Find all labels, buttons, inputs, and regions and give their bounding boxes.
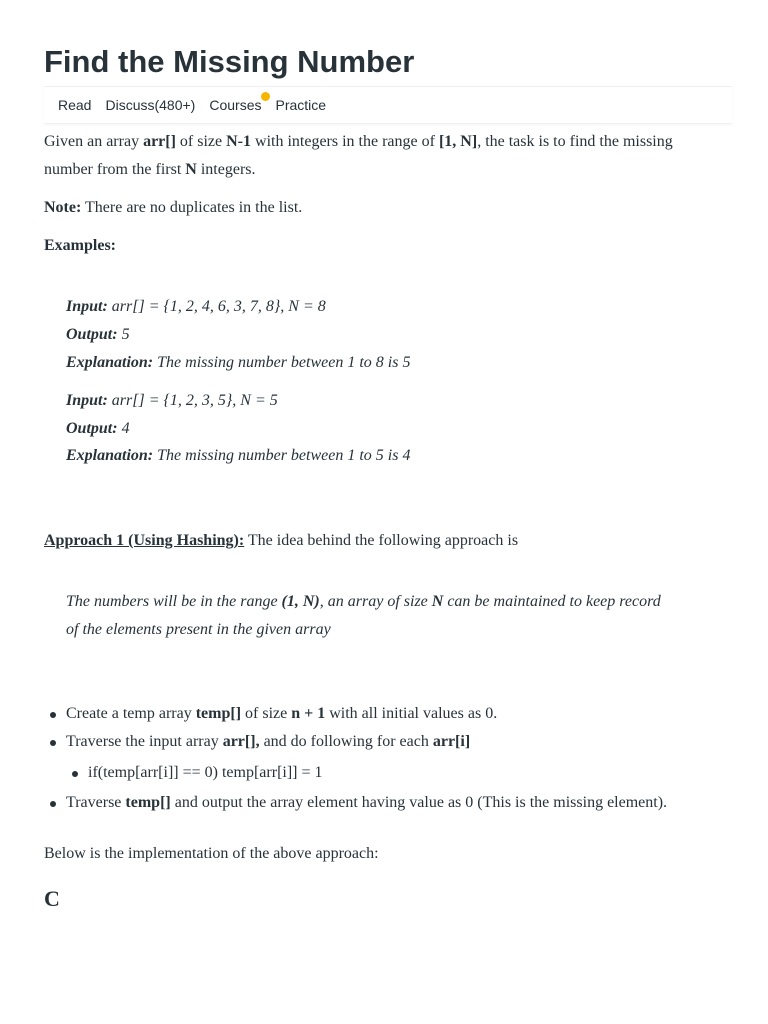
- intro-text: of size: [175, 133, 227, 150]
- list-item: [66, 728, 470, 756]
- input-value: arr[] = {1, 2, 4, 6, 3, 7, 8}, N = 8: [107, 298, 326, 315]
- intro-text: with integers in the range of: [251, 133, 439, 150]
- list-item: [66, 789, 667, 817]
- intro-text: integers.: [196, 161, 256, 178]
- quote-n: N: [431, 593, 444, 610]
- intro-text: Given an array: [44, 133, 144, 150]
- tab-discuss[interactable]: Discuss(480+): [105, 97, 196, 113]
- intro-n: N: [185, 161, 197, 178]
- intro-paragraph: [44, 128, 724, 184]
- step-bold: arr[i]: [432, 733, 471, 750]
- page-title: Find the Missing Number: [44, 44, 415, 79]
- example-2-output: [66, 415, 130, 443]
- output-label: Output:: [66, 420, 118, 437]
- approach-quote: [66, 588, 706, 644]
- approach-heading: [44, 527, 518, 555]
- tab-read[interactable]: Read: [58, 97, 92, 113]
- intro-size: N-1: [226, 133, 252, 150]
- input-value: arr[] = {1, 2, 3, 5}, N = 5: [107, 392, 278, 409]
- step-bold: temp[]: [195, 705, 242, 722]
- list-item: [66, 700, 497, 728]
- explanation-value: The missing number between 1 to 5 is 4: [153, 447, 411, 464]
- example-1-input: [66, 293, 326, 321]
- approach-title: Approach 1 (Using Hashing):: [44, 532, 245, 549]
- approach-lead: The idea behind the following approach is: [244, 532, 519, 549]
- note-text: There are no duplicates in the list.: [81, 199, 303, 216]
- step-text: with all initial values as 0.: [325, 705, 498, 722]
- input-label: Input:: [66, 392, 108, 409]
- tab-courses[interactable]: [202, 87, 268, 123]
- intro-text: number from the first: [44, 161, 186, 178]
- example-2-explanation: [66, 442, 410, 470]
- step-text: and output the array element having value as 0 (This is the missing element).: [170, 794, 668, 811]
- quote-text: can be maintained to keep record: [443, 593, 661, 610]
- quote-range: (1, N): [281, 593, 320, 610]
- step-text: Traverse: [66, 794, 126, 811]
- list-item: if(temp[arr[i]] == 0) temp[arr[i]] = 1: [88, 759, 323, 787]
- example-2-input: [66, 387, 278, 415]
- step-bold: n + 1: [291, 705, 326, 722]
- examples-label: Examples:: [44, 237, 116, 254]
- intro-range: [1, N]: [438, 133, 478, 150]
- explanation-label: Explanation:: [66, 447, 154, 464]
- quote-text: , an array of size: [319, 593, 432, 610]
- explanation-label: Explanation:: [66, 354, 154, 371]
- tab-courses-label: Courses: [209, 97, 262, 113]
- output-value: 4: [117, 420, 130, 437]
- example-1-output: [66, 321, 130, 349]
- implementation-lead: Below is the implementation of the above approach:: [44, 845, 379, 862]
- note-label: Note:: [44, 199, 82, 216]
- output-value: 5: [117, 326, 130, 343]
- example-1-explanation: [66, 349, 410, 377]
- output-label: Output:: [66, 326, 118, 343]
- tab-practice[interactable]: Practice: [275, 97, 327, 113]
- intro-arr: arr[]: [143, 133, 176, 150]
- article-tabs: [44, 86, 732, 124]
- step-text: of size: [241, 705, 292, 722]
- code-language-heading: C: [44, 886, 60, 911]
- step-text: Traverse the input array: [66, 733, 223, 750]
- step-text: Create a temp array: [66, 705, 196, 722]
- intro-text: , the task is to find the missing: [477, 133, 673, 150]
- step-text: and do following for each: [259, 733, 433, 750]
- step-bold: arr[],: [222, 733, 260, 750]
- examples-heading: [44, 232, 116, 260]
- step-bold: temp[]: [125, 794, 171, 811]
- note-paragraph: [44, 194, 302, 222]
- quote-text: of the elements present in the given array: [66, 621, 331, 638]
- input-label: Input:: [66, 298, 108, 315]
- quote-text: The numbers will be in the range: [66, 593, 282, 610]
- explanation-value: The missing number between 1 to 8 is 5: [153, 354, 411, 371]
